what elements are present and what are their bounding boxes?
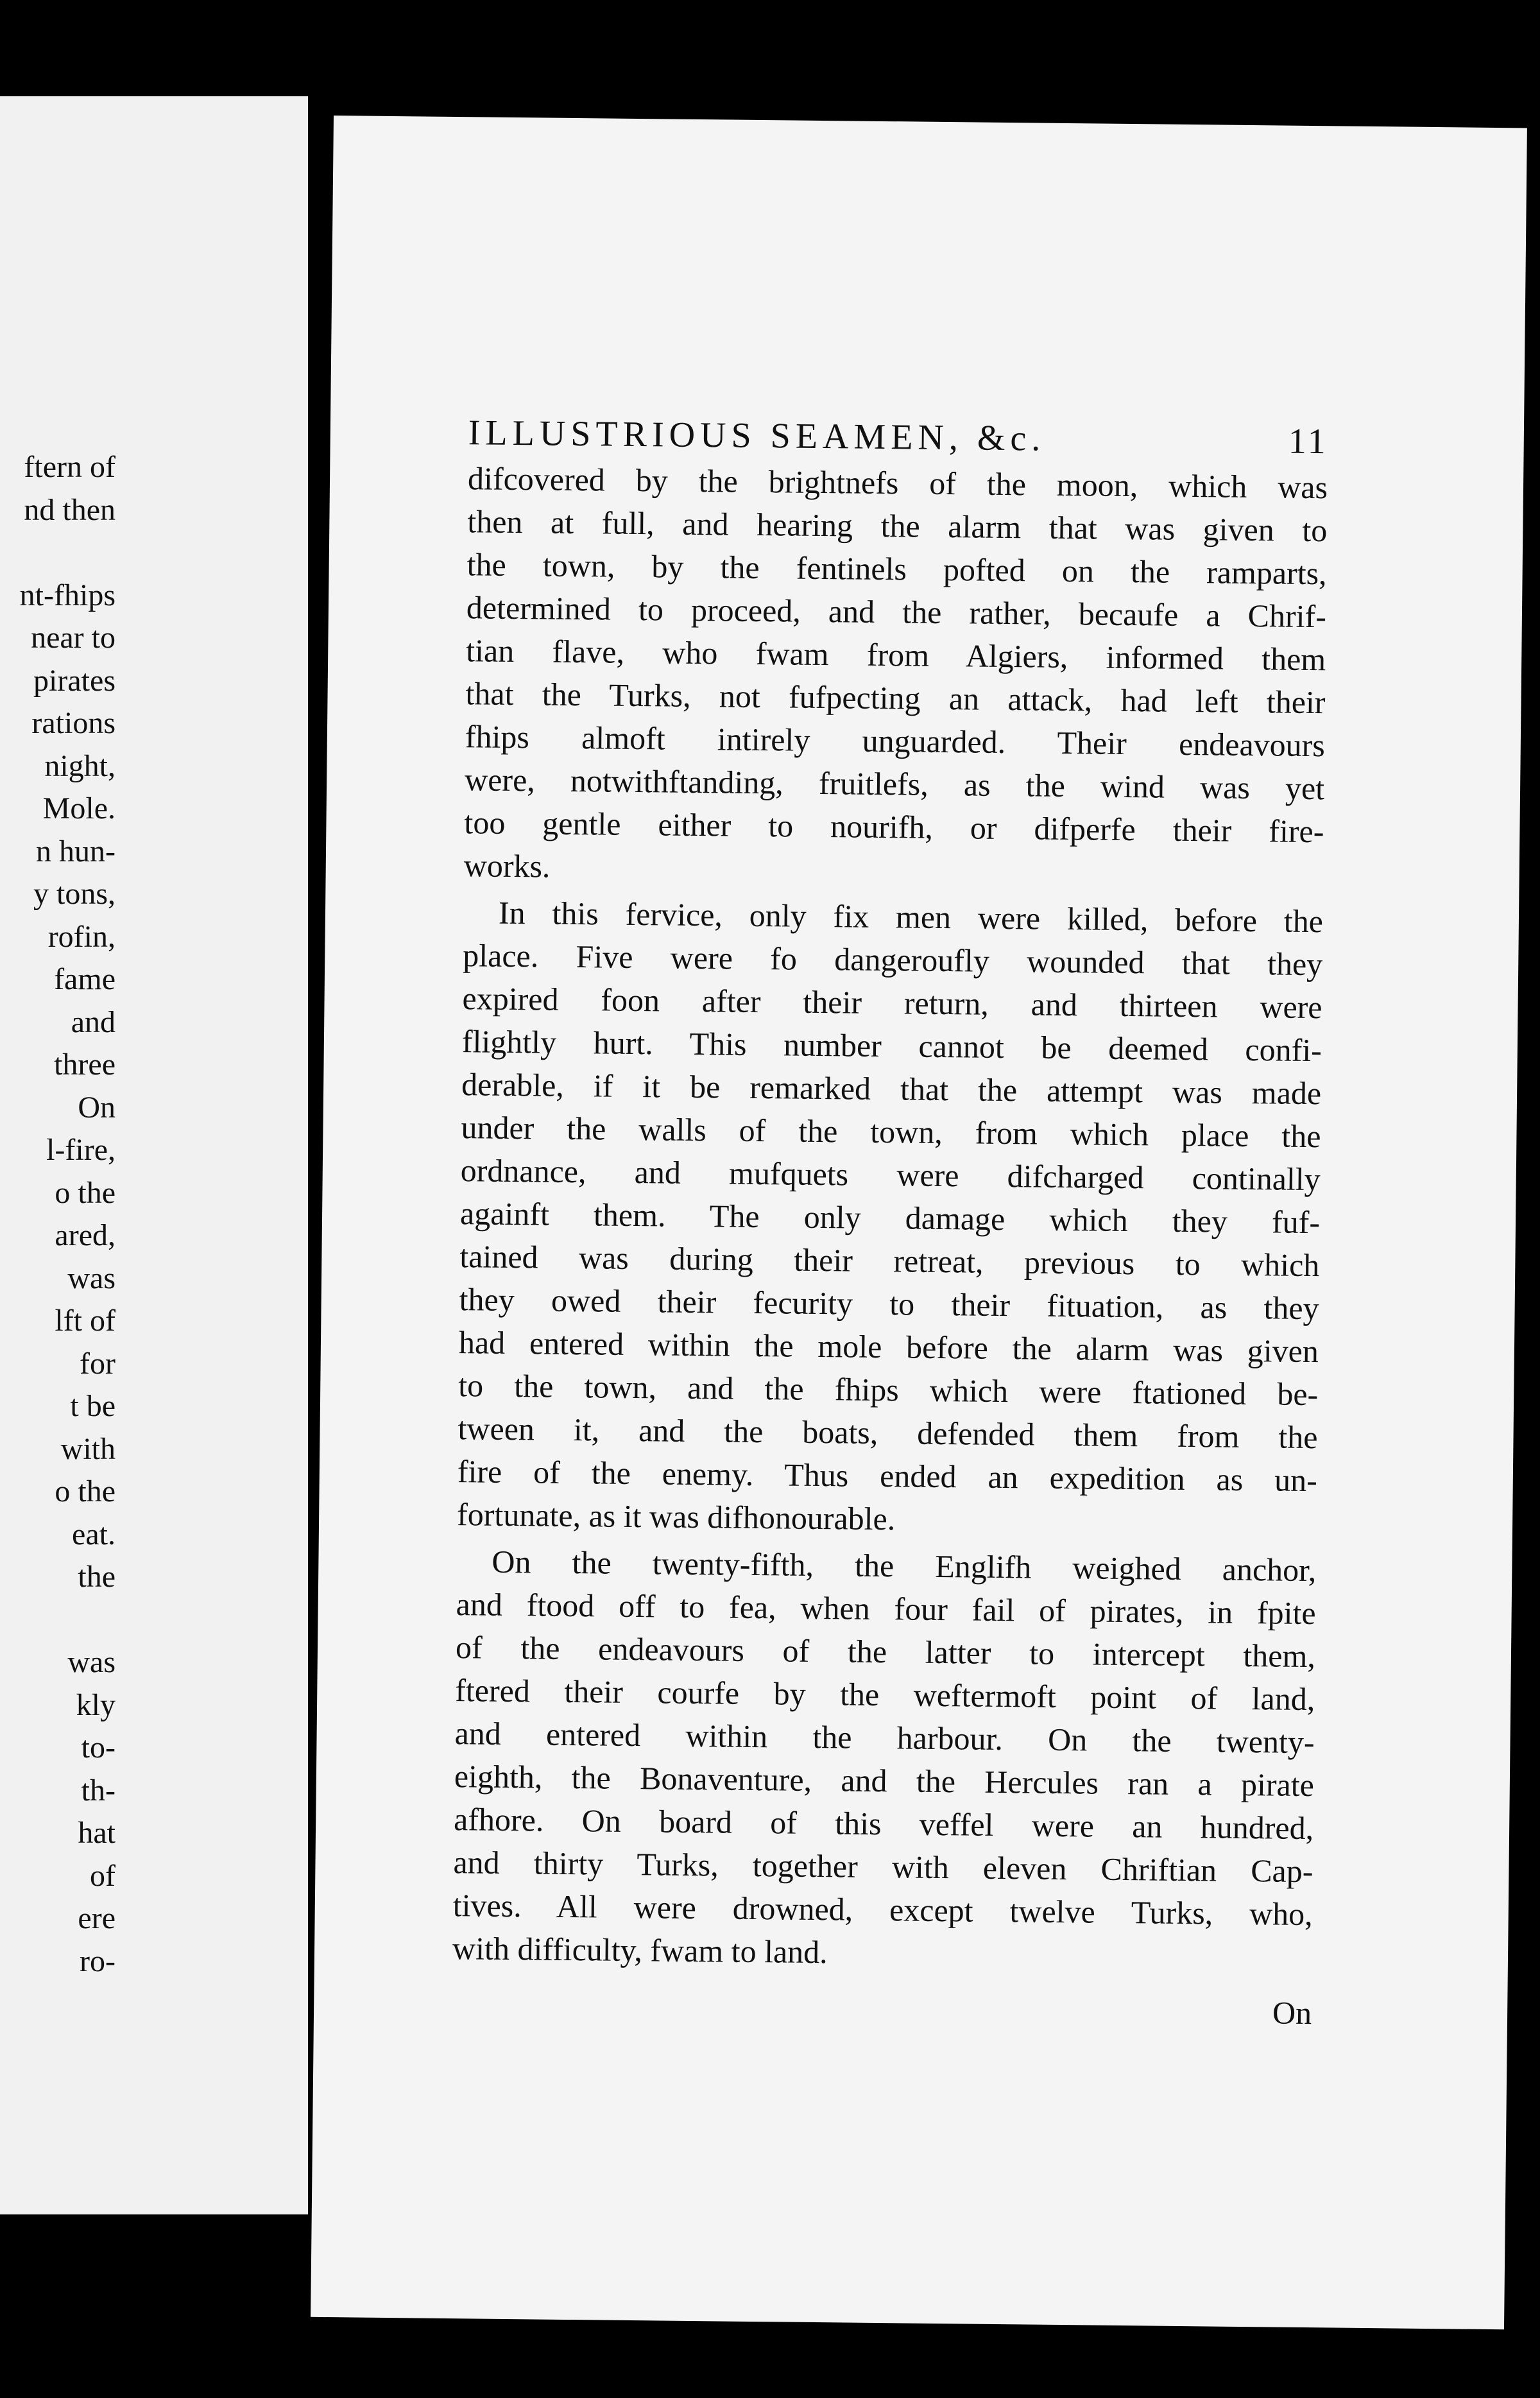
text-line: ordnance, and mufquets were difcharged continally: [460, 1152, 1321, 1198]
previous-page-line-fragment: lft of: [55, 1304, 116, 1338]
previous-page-line-fragment: to-: [81, 1730, 116, 1764]
body-text: [452, 457, 1328, 1979]
text-line: On the twenty-fifth, the Englifh weighed anchor,: [492, 1543, 1317, 1589]
text-line: tives. All were drowned, except twelve Turks, who,: [452, 1887, 1313, 1933]
text-line: and ftood off to fea, when four fail of pirates, in fpite: [456, 1586, 1316, 1632]
previous-page-line-fragment: ared,: [55, 1218, 116, 1252]
text-line: ftered their courfe by the weftermoft point of land,: [455, 1672, 1315, 1718]
previous-page-line-fragment: and: [71, 1005, 116, 1039]
previous-page-line-fragment: ere: [78, 1901, 116, 1935]
previous-page-line-fragment: of: [90, 1858, 116, 1893]
previous-page-line-fragment: [0, 531, 308, 574]
previous-page-line-fragment: pirates: [33, 663, 116, 698]
text-line: of the endeavours of the latter to intercept them,: [455, 1629, 1316, 1675]
text-line: with difficulty, fwam to land.: [452, 1930, 828, 1971]
text-line: and entered within the harbour. On the twenty-: [454, 1715, 1315, 1761]
running-head-title: ILLUSTRIOUS SEAMEN, &c.: [468, 413, 1046, 459]
text-line: works.: [463, 847, 551, 884]
text-line: and thirty Turks, together with eleven Chriftian Cap-: [453, 1844, 1313, 1890]
text-line: fortunate, as it was difhonourable.: [456, 1496, 896, 1537]
text-line: flightly hurt. This number cannot be deemed confi-: [461, 1023, 1322, 1069]
text-line: againft them. The only damage which they fuf-: [459, 1195, 1321, 1241]
previous-page-line-fragment: nd then: [24, 492, 116, 527]
previous-page-line-fragment: the: [78, 1560, 116, 1594]
previous-page-line-fragment: hat: [78, 1816, 116, 1850]
paragraph: [463, 457, 1328, 896]
text-line: the town, by the fentinels pofted on the ramparts,: [466, 546, 1327, 592]
text-line: In this fervice, only fix men were killed, before the: [498, 894, 1324, 940]
text-line: eighth, the Bonaventure, and the Hercules ran a pirate: [454, 1758, 1315, 1804]
text-line: place. Five were fo dangeroufly wounded that they: [463, 937, 1323, 983]
text-line: fhips almoft intirely unguarded. Their endeavours: [465, 718, 1326, 764]
previous-page-line-fragment: for: [80, 1346, 116, 1381]
previous-page-line-fragment: o the: [55, 1474, 116, 1508]
text-line: tian flave, who fwam from Algiers, informed them: [465, 632, 1326, 678]
paragraph: [457, 891, 1323, 1545]
text-line: had entered within the mole before the alarm was given: [458, 1324, 1319, 1370]
previous-page-line-fragment: y tons,: [33, 877, 116, 911]
previous-page-line-fragment: nt-fhips: [19, 578, 116, 612]
previous-page-line-fragment: l-fire,: [46, 1133, 116, 1167]
text-line: fire of the enemy. Thus ended an expedition as un-: [457, 1453, 1318, 1499]
previous-page-line-fragment: eat.: [72, 1517, 116, 1551]
text-line: too gentle either to nourifh, or difperfe their fire-: [464, 804, 1324, 850]
previous-page-line-fragment: fame: [54, 962, 116, 996]
text-line: tained was during their retreat, previous to which: [459, 1238, 1320, 1284]
current-page: [311, 116, 1527, 2329]
previous-page-line-fragment: Mole.: [42, 791, 116, 825]
previous-page-line-fragment: near to: [31, 621, 116, 655]
text-line: derable, if it be remarked that the attempt was made: [461, 1066, 1322, 1112]
text-line: that the Turks, not fufpecting an attack, had left their: [465, 675, 1326, 721]
previous-page-line-fragment: ro-: [80, 1944, 116, 1978]
page-number: 11: [1288, 421, 1329, 462]
text-line: tween it, and the boats, defended them from the: [458, 1410, 1318, 1456]
previous-page-line-fragment: was: [67, 1261, 116, 1295]
previous-page-line-fragment: o the: [55, 1175, 116, 1210]
text-line: under the walls of the town, from which place the: [461, 1109, 1321, 1155]
text-line: expired foon after their return, and thirteen were: [462, 980, 1322, 1026]
previous-page-line-fragment: ftern of: [24, 450, 116, 484]
paragraph: [452, 1540, 1317, 1979]
page-text-block: [452, 412, 1328, 2031]
text-line: afhore. On board of this veffel were an hundred,: [453, 1801, 1314, 1847]
previous-page-line-fragment: On: [78, 1090, 116, 1125]
previous-page-line-fragment: with: [60, 1431, 116, 1466]
previous-page-line-fragment: [0, 1599, 308, 1642]
running-head: [468, 412, 1328, 466]
text-line: determined to proceed, and the rather, becaufe a Chrif-: [466, 589, 1327, 635]
text-line: then at full, and hearing the alarm that was given to: [467, 503, 1328, 549]
previous-page-line-fragment: th-: [81, 1773, 116, 1807]
text-line: to the town, and the fhips which were ftationed be-: [458, 1367, 1319, 1413]
previous-page-line-fragment: kly: [76, 1687, 116, 1722]
previous-page-line-fragment: three: [54, 1048, 116, 1082]
catchword: On: [1272, 1994, 1312, 2031]
text-line: they owed their fecurity to their fituation, as they: [459, 1281, 1319, 1327]
previous-page-line-fragment: rofin,: [47, 919, 116, 954]
text-line: difcovered by the brightnefs of the moon, which was: [467, 460, 1328, 506]
previous-page-line-fragment: n hun-: [36, 834, 116, 868]
previous-page-line-fragment: rations: [31, 706, 116, 740]
previous-page: [0, 96, 308, 2214]
previous-page-text-fragments: [0, 446, 308, 1983]
previous-page-line-fragment: t be: [70, 1389, 116, 1423]
previous-page-line-fragment: was: [67, 1645, 116, 1679]
previous-page-line-fragment: night,: [44, 748, 116, 783]
text-line: were, notwithftanding, fruitlefs, as the wind was yet: [464, 761, 1325, 807]
